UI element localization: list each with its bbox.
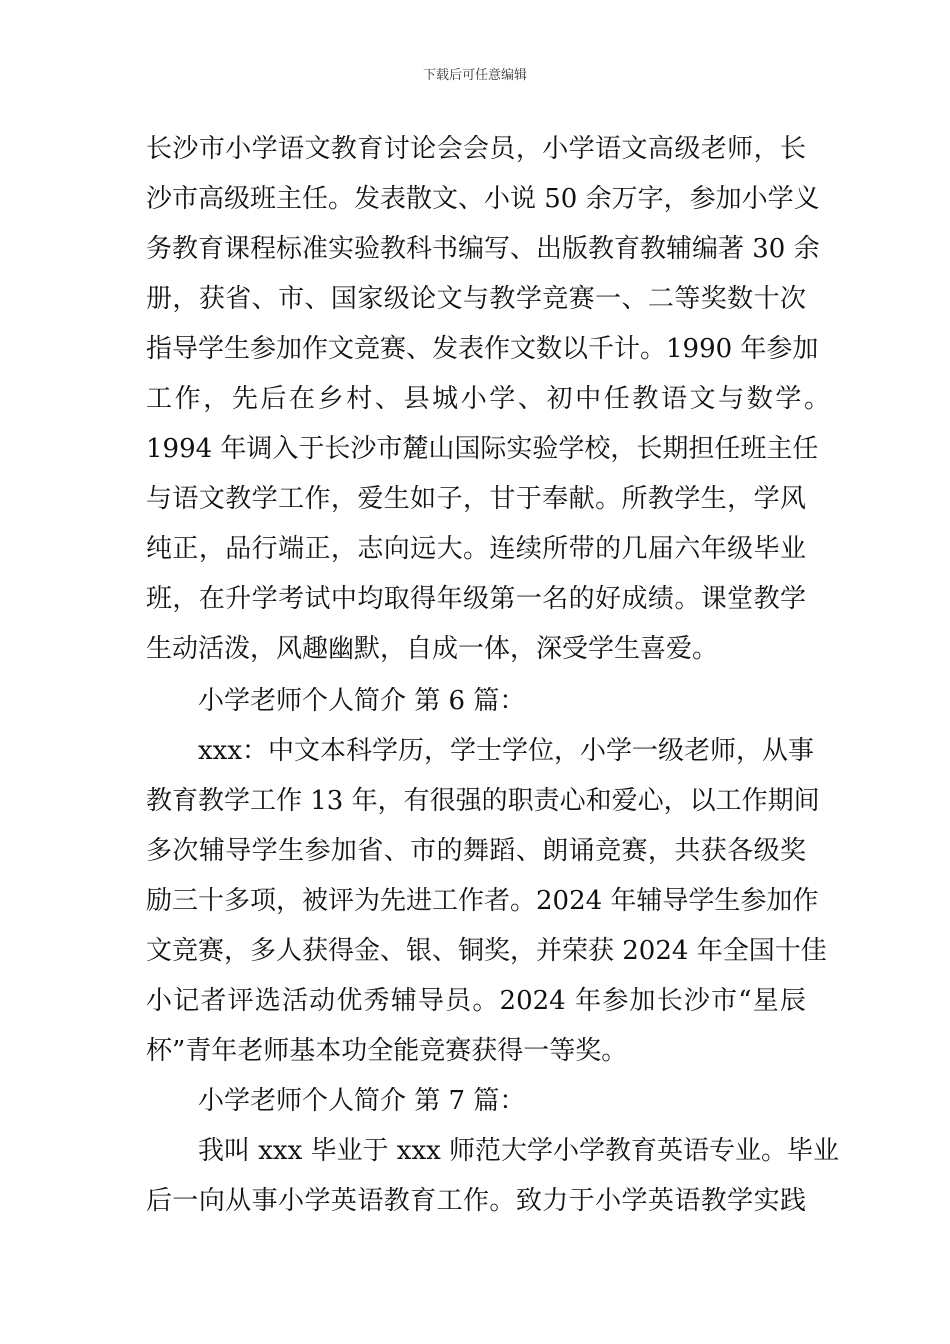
text-line: 小记者评选活动优秀辅导员。2024 年参加长沙市“星辰 <box>146 986 806 1016</box>
text-line: 1994 年调入于长沙市麓山国际实验学校，长期担任班主任 <box>146 434 819 464</box>
text-line: 工作，先后在乡村、县城小学、初中任教语文与数学。 <box>146 384 830 414</box>
page-header: 下载后可任意编辑 <box>422 68 527 83</box>
text-line: 册，获省、市、国家级论文与教学竞赛一、二等奖数十次 <box>146 284 806 314</box>
text-line: 杯”青年老师基本功全能竞赛获得一等奖。 <box>146 1036 628 1066</box>
text-line: 指导学生参加作文竞赛、发表作文数以千计。1990 年参加 <box>146 334 819 364</box>
section-heading: 小学老师个人简介 第 6 篇： <box>198 686 526 716</box>
section-heading: 小学老师个人简介 第 7 篇： <box>198 1086 526 1116</box>
text-line: 务教育课程标准实验教科书编写、出版教育教辅编著 30 余 <box>146 234 820 264</box>
text-line: 班，在升学考试中均取得年级第一名的好成绩。课堂教学 <box>146 584 806 614</box>
text-line: 文竞赛，多人获得金、银、铜奖，并荣获 2024 年全国十佳 <box>146 936 827 966</box>
text-line: 纯正，品行端正，志向远大。连续所带的几届六年级毕业 <box>146 534 806 564</box>
text-line: 我叫 xxx 毕业于 xxx 师范大学小学教育英语专业。毕业 <box>198 1136 840 1166</box>
text-line: 沙市高级班主任。发表散文、小说 50 余万字，参加小学义 <box>146 184 820 214</box>
text-line: 后一向从事小学英语教育工作。致力于小学英语教学实践 <box>146 1186 806 1216</box>
text-line: 与语文教学工作，爱生如子，甘于奉献。所教学生，学风 <box>146 484 806 514</box>
text-line: 励三十多项，被评为先进工作者。2024 年辅导学生参加作 <box>146 886 819 916</box>
text-line: xxx：中文本科学历，学士学位，小学一级老师，从事 <box>198 736 814 766</box>
text-line: 教育教学工作 13 年，有很强的职责心和爱心，以工作期间 <box>146 786 820 816</box>
text-line: 多次辅导学生参加省、市的舞蹈、朗诵竞赛，共获各级奖 <box>146 836 806 866</box>
text-line: 生动活泼，风趣幽默，自成一体，深受学生喜爱。 <box>146 634 719 664</box>
text-line: 长沙市小学语文教育讨论会会员，小学语文高级老师，长 <box>146 134 806 164</box>
